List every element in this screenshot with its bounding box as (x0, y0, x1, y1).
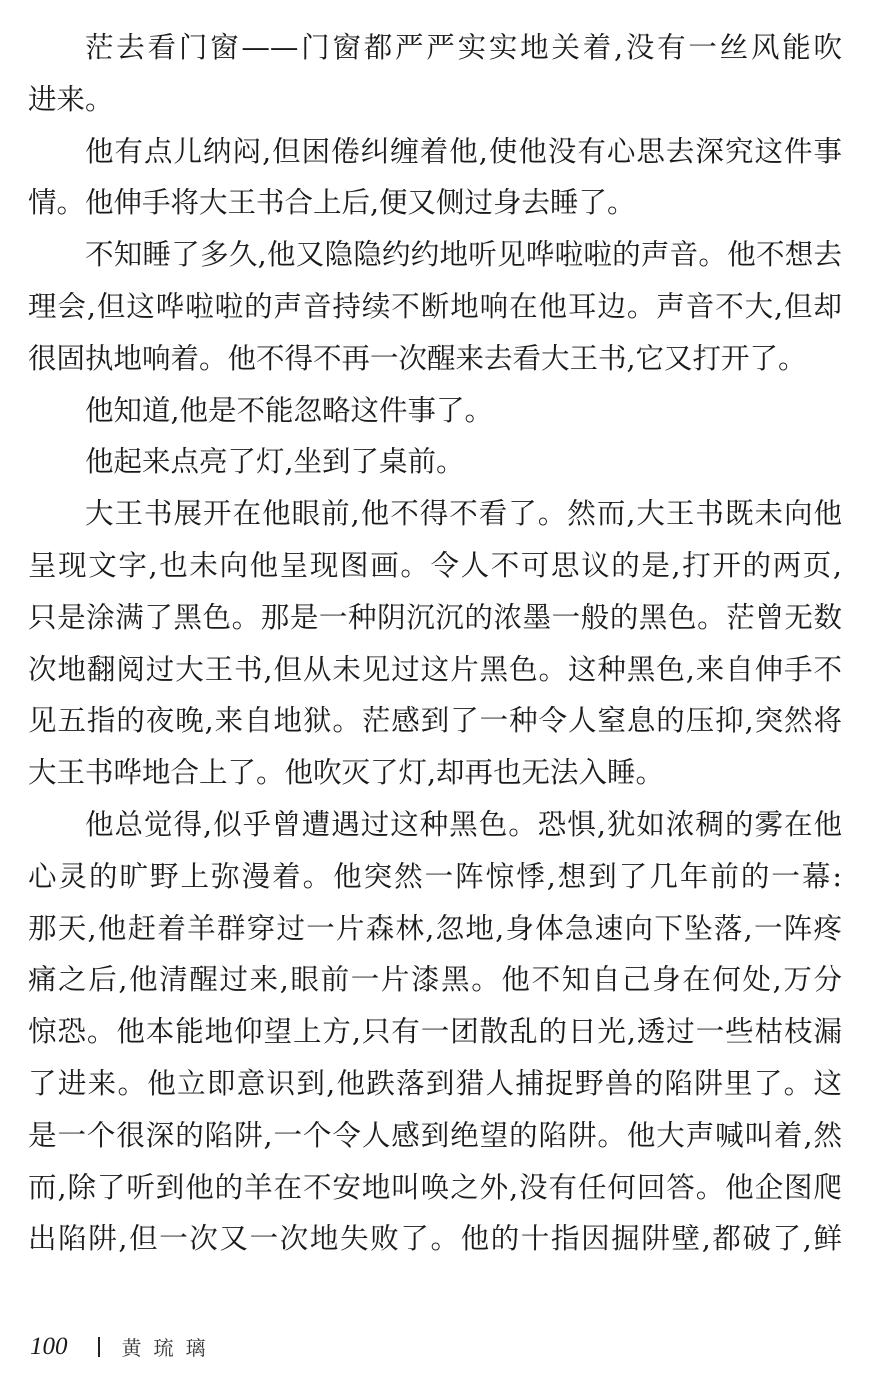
text-line: 理会,但这哗啦啦的声音持续不断地响在他耳边。声音不大,但却 (28, 289, 842, 323)
text-line: 他有点儿纳闷,但困倦纠缠着他,使他没有心思去深究这件事 (85, 134, 842, 168)
text-line: 进来。 (28, 82, 114, 116)
text-line: 呈现文字,也未向他呈现图画。令人不可思议的是,打开的两页, (28, 548, 842, 582)
text-line: 了进来。他立即意识到,他跌落到猎人捕捉野兽的陷阱里了。这 (28, 1066, 842, 1100)
text-line: 他总觉得,似乎曾遭遇过这种黑色。恐惧,犹如浓稠的雾在他 (85, 807, 842, 841)
page-footer (30, 1332, 218, 1361)
text-line: 惊恐。他本能地仰望上方,只有一团散乱的日光,透过一些枯枝漏 (28, 1015, 842, 1049)
text-line: 很固执地响着。他不得不再一次醒来去看大王书,它又打开了。 (28, 341, 807, 375)
text-line: 出陷阱,但一次又一次地失败了。他的十指因掘阱壁,都破了,鲜 (28, 1222, 842, 1256)
page-number: 100 (30, 1332, 68, 1360)
text-line: 那天,他赶着羊群穿过一片森林,忽地,身体急速向下坠落,一阵疼 (28, 911, 842, 945)
author-name: 黄琉璃 (121, 1336, 218, 1360)
text-line: 不知睡了多久,他又隐隐约约地听见哗啦啦的声音。他不想去 (85, 238, 842, 272)
text-line: 心灵的旷野上弥漫着。他突然一阵惊悸,想到了几年前的一幕: (28, 859, 842, 893)
text-line: 大王书哗地合上了。他吹灭了灯,却再也无法入睡。 (28, 756, 665, 790)
text-line: 大王书展开在他眼前,他不得不看了。然而,大王书既未向他 (85, 497, 842, 531)
page-body (28, 22, 842, 1265)
text-line: 痛之后,他清醒过来,眼前一片漆黑。他不知自己身在何处,万分 (28, 963, 842, 997)
text-line: 他知道,他是不能忽略这件事了。 (85, 393, 494, 427)
text-line: 而,除了听到他的羊在不安地叫唤之外,没有任何回答。他企图爬 (28, 1170, 842, 1204)
text-line: 他起来点亮了灯,坐到了桌前。 (85, 445, 465, 479)
footer-divider (98, 1337, 100, 1357)
text-line: 情。他伸手将大王书合上后,便又侧过身去睡了。 (28, 186, 636, 220)
text-line: 次地翻阅过大王书,但从未见过这片黑色。这种黑色,来自伸手不 (28, 652, 842, 686)
text-line: 是一个很深的陷阱,一个令人感到绝望的陷阱。他大声喊叫着,然 (28, 1118, 842, 1152)
text-line: 见五指的夜晚,来自地狱。茫感到了一种令人窒息的压抑,突然将 (28, 704, 842, 738)
text-line: 只是涂满了黑色。那是一种阴沉沉的浓墨一般的黑色。茫曾无数 (28, 600, 842, 634)
text-line: 茫去看门窗——门窗都严严实实地关着,没有一丝风能吹 (85, 31, 842, 64)
